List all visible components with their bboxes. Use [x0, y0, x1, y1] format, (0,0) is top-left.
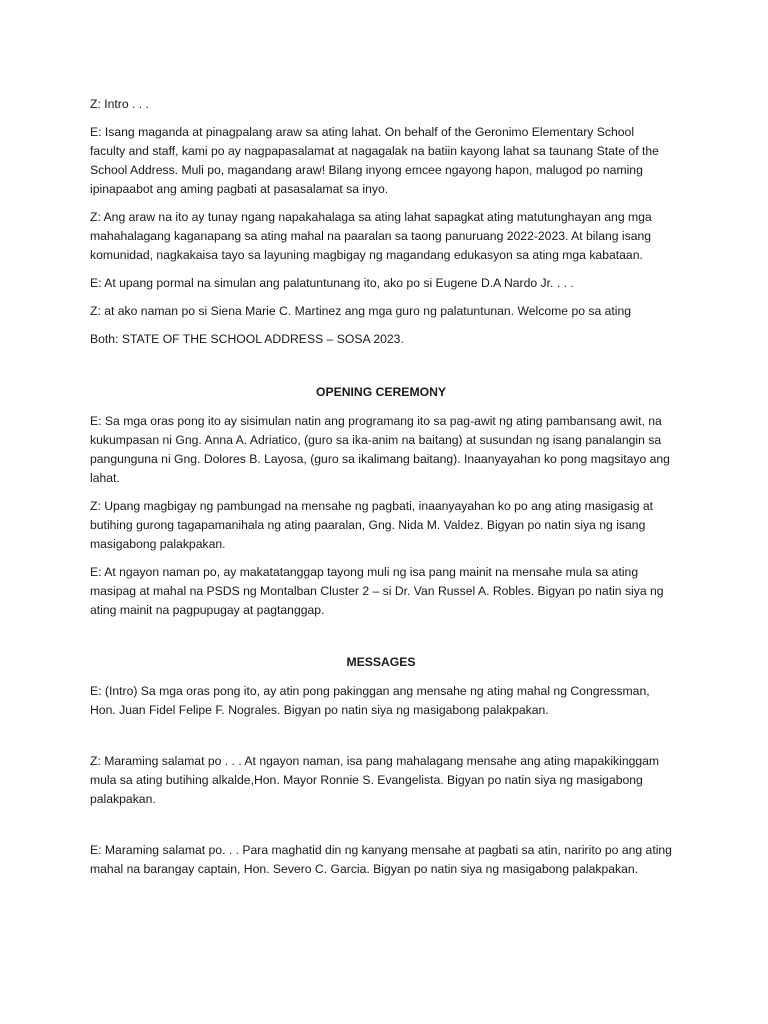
heading-messages: MESSAGES	[346, 655, 416, 669]
paragraph-congressman-message: E: (Intro) Sa mga oras pong ito, ay atin pong pakinggan ang mensahe ng ating mahal ng Congressman, Hon. Juan Fidel Felipe F. Nograles. Bigyan po natin siya ng masigabong palakpakan.	[90, 684, 650, 717]
paragraph-captain-message: E: Maraming salamat po. . . Para maghatid din ng kanyang mensahe at pagbati sa atin, naririto po ang ating mahal na barangay captain, Hon. Severo C. Garcia. Bigyan po natin siya ng masigabong palakpakan.	[90, 843, 672, 876]
paragraph-host-eugene: E: At upang pormal na simulan ang palatuntunang ito, ako po si Eugene D.A Nardo Jr. . . .	[90, 276, 574, 290]
paragraph-psds-message: E: At ngayon naman po, ay makatatanggap tayong muli ng isa pang mainit na mensahe mula sa ating masipag at mahal na PSDS ng Montalban Cluster 2 – si Dr. Van Russel A. Robles. Bigyan po natin siya ng ating mainit na pagpupugay at pagtanggap.	[90, 565, 664, 617]
paragraph-importance: Z: Ang araw na ito ay tunay ngang napakahalaga sa ating lahat sapagkat ating matutunghayan ang mga mahahalagang kaganapang sa ating mahal na paaralan sa taong panuruang 2022-2023. At bilang isang komunidad, nagkakaisa tayo sa layuning magbigay ng magandang edukasyon sa ating mga kabataan.	[90, 210, 652, 262]
paragraph-host-siena: Z: at ako naman po si Siena Marie C. Martinez ang mga guro ng palatuntunan. Welcome po sa ating	[90, 304, 632, 318]
paragraph-both-title: Both: STATE OF THE SCHOOL ADDRESS – SOSA 2023.	[90, 332, 404, 346]
paragraph-intro-cue: Z: Intro . . .	[90, 97, 149, 111]
paragraph-welcome: E: Isang maganda at pinagpalang araw sa ating lahat. On behalf of the Geronimo Elementary School faculty and staff, kami po ay nagpapasalamat at nagagalak na batiin kayong lahat sa taunang State of the School Address. Muli po, magandang araw! Bilang inyong emcee ngayong hapon, malugod po naming ipinapaabot ang aming pagbati at pasasalamat sa inyo.	[90, 125, 659, 196]
heading-opening-ceremony: OPENING CEREMONY	[315, 385, 447, 399]
paragraph-mayor-message: Z: Maraming salamat po . . . At ngayon naman, isa pang mahalagang mensahe ang ating mapakikinggam mula sa ating butihing alkalde,Hon. Mayor Ronnie S. Evangelista. Bigyan po natin siya ng masigabong palakpakan.	[90, 754, 660, 806]
paragraph-principal-message: Z: Upang magbigay ng pambungad na mensahe ng pagbati, inaanyayahan ko po ang ating masigasig at butihing gurong tagapamanihala ng ating paaralan, Gng. Nida M. Valdez. Bigyan po natin siya ng isang masigabong palakpakan.	[90, 499, 654, 551]
paragraph-anthem-prayer: E: Sa mga oras pong ito ay sisimulan natin ang programang ito sa pag-awit ng ating pambansang awit, na kukumpasan ni Gng. Anna A. Adriatico, (guro sa ika-anim na baitang) at susundan ng isang panalangin sa pangunguna ni Gng. Dolores B. Layosa, (guro sa ikalimang baitang). Inaanyayahan ko pong magsitayo ang lahat.	[90, 414, 670, 485]
